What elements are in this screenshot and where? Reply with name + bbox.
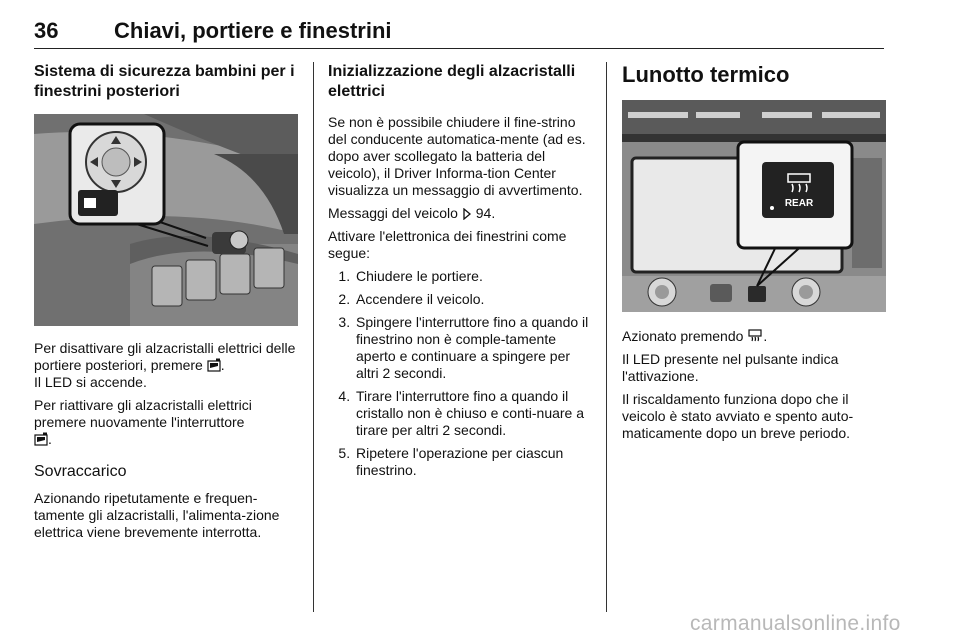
overload-text: Azionando ripetutamente e frequen-tamente gli alzacristalli, l'alimenta-zione elettrica viene brevemente interrotta.: [34, 490, 280, 540]
init-intro-text: Se non è possibile chiudere il fine-strino del conducente automatica-mente (ad es. dopo aver scollegato la batteria del veicolo), il Driver Informa-tion Center visualizza un messaggio di avvertimento.: [328, 114, 586, 198]
child-lock-text: Per disattivare gli alzacristalli elettrici delle portiere posteriori, premere: [34, 340, 296, 373]
list-item: 5. Ripetere l'operazione per ciascun finestrino.: [354, 445, 592, 479]
column-divider: [313, 62, 314, 612]
list-item: 2. Accendere il veicolo.: [354, 291, 592, 308]
dashboard-figure: [622, 100, 886, 312]
window-lock-icon: [34, 432, 48, 446]
rear-button-label: REAR: [784, 198, 814, 209]
section-heading-child-safety: Sistema di sicurezza bambini per i finestrini posteriori: [34, 63, 295, 100]
section-heading-window-init: Inizializzazione degli alzacristalli elettrici: [328, 63, 576, 100]
led-text: Il LED si accende.: [34, 374, 147, 390]
door-switch-figure: [34, 114, 298, 326]
window-lock-icon: [207, 358, 221, 372]
watermark: carmanualsonline.info: [690, 612, 901, 635]
defroster-function-text: Il riscaldamento funziona dopo che il veicolo è stato avviato e spento auto-maticamente dopo un breve periodo.: [622, 391, 854, 441]
list-item: 3. Spingere l'interruttore fino a quando il finestrino non è comple-tamente aperto e continuare a spingere per altri 2 secondi.: [354, 314, 592, 382]
column-child-safety: Sistema di sicurezza bambini per i finestrini posteriori Per disattivare gli alzacristalli elettrici delle portiere posteriori, premere . Il LED si accende. Per riattivare gli alzacristalli elettrici premere nuovamente l'interruttore . Sovraccarico Azionando ripetutamente e frequen-tamente gli alzacristalli, l'alimenta-zione elettrica viene brevemente interrotta.: [34, 62, 300, 547]
page-title: Chiavi, portiere e finestrini: [114, 18, 392, 43]
column-rear-defroster: Lunotto termico REAR Azionato premendo . Il LED presente nel pulsante indica l'attivazione. Il riscaldamento funziona dopo che il veicolo è stato avviato e spento auto-maticamente dopo un breve periodo.: [622, 62, 886, 448]
rear-defroster-icon: [747, 329, 763, 343]
page-reference-icon: [462, 208, 472, 220]
defroster-led-text: Il LED presente nel pulsante indica l'attivazione.: [622, 351, 839, 384]
list-item: 4. Tirare l'interruttore fino a quando il cristallo non è chiuso e conti-nuare a tirare per altri 2 secondi.: [354, 388, 592, 439]
list-item: 1. Chiudere le portiere.: [354, 268, 592, 285]
page-reference[interactable]: 94.: [475, 205, 496, 221]
column-window-init: [328, 62, 592, 485]
steps-list: [328, 268, 592, 479]
reactivate-text: Per riattivare gli alzacristalli elettrici premere nuovamente l'interruttore: [34, 397, 252, 430]
column-divider: [606, 62, 607, 612]
page-number: 36: [34, 18, 59, 43]
section-heading-rear-defroster: Lunotto termico: [622, 62, 790, 87]
defroster-operate-text: Azionato premendo: [622, 328, 744, 344]
vehicle-messages-ref: Messaggi del veicolo: [328, 205, 458, 221]
steps-intro: Attivare l'elettronica dei finestrini come segue:: [328, 228, 567, 261]
subsection-heading-overload: Sovraccarico: [34, 463, 127, 480]
page-header: [34, 12, 884, 49]
